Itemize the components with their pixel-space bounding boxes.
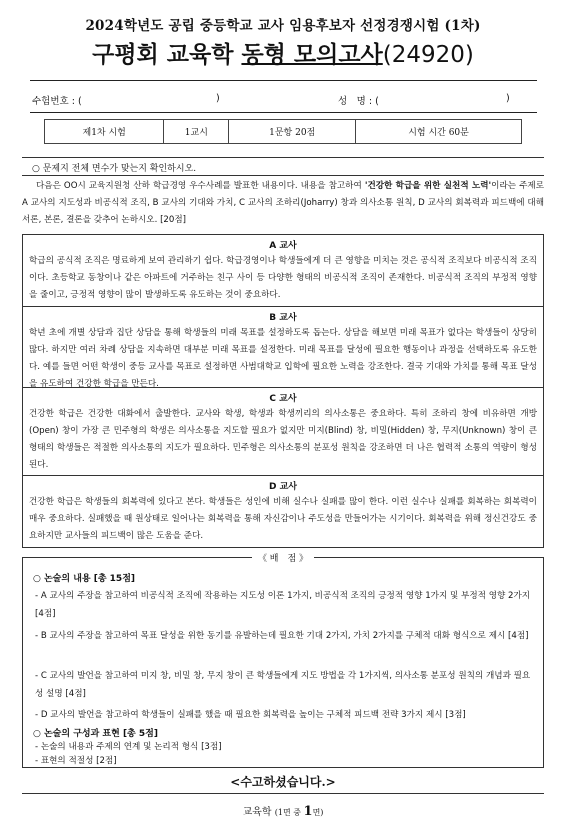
teacher-d-name: D 교사 <box>269 482 297 492</box>
teacher-c-name: C 교사 <box>269 394 297 404</box>
page-title <box>0 40 566 70</box>
exam-title: 2024학년도 공립 중등학교 교사 임용후보자 선정경쟁시험 (1차) <box>85 18 481 34</box>
teacher-d-section <box>23 476 543 547</box>
info-cell-time: 시험 시간 60분 <box>356 120 522 144</box>
footer-page-prefix: (1면 중 <box>274 808 304 817</box>
title-plain: 구평회 교육학 <box>92 42 242 68</box>
number-label: 수험번호 : ( <box>32 96 82 107</box>
grading-section1-title: ○ 논술의 내용 [총 15점] <box>33 574 135 584</box>
name-close: ) <box>506 93 510 104</box>
header-rule-bottom <box>30 112 537 113</box>
footer-page-number: 1 <box>303 804 313 819</box>
teacher-b-name: B 교사 <box>269 313 297 323</box>
exam-info-row <box>30 90 537 110</box>
grading-item: - D 교사의 발언을 참고하여 학생들이 실패를 했을 때 필요한 회복력을 높이는 구체적 피드백 전략 3가지 제시 [3점] <box>35 710 466 720</box>
teacher-c-section <box>23 388 543 476</box>
footer-subject: 교육학 <box>242 807 272 818</box>
question-prompt <box>22 178 544 229</box>
prompt-after: 이라는 주제로 A 교사의 지도성과 비공식적 조직, B 교사의 기대와 가치, C 교사의 조하리(Joharry) 창과 의사소통 원칙, D 교사의 회복력과 피드백에 대해 서론, 본론, 결론을 갖추어 논하시오. [20점] <box>22 181 544 225</box>
header-rule-top <box>30 80 537 81</box>
grading-section2-title: ○ 논술의 구성과 표현 [총 5점] <box>33 729 158 739</box>
teacher-d-text: 건강한 학급은 학생들의 회복력에 있다고 본다. 학생들은 성인에 비해 실수나 실패를 많이 한다. 이런 실수나 실패를 회복하는 회복력이 매우 중요하다. 실패했을 때 원상태로 일어나는 회복력을 통해 자신감이나 주도성을 만들어가는 시기이다. 회복력을 위해 정신건강도 중요하지만 교사들의 피드백이 많은 도움을 준다. <box>29 497 537 541</box>
prompt-before: 다음은 OO시 교육지원청 산하 학급경영 우수사례를 발표한 내용이다. 내용을 참고하여 <box>36 181 365 191</box>
footer-rule <box>22 793 544 794</box>
info-cell-period: 1교시 <box>164 120 229 144</box>
name-label: 성 명 : ( <box>338 96 379 107</box>
title-code: (24920) <box>382 42 474 68</box>
title-underlined: 동형 모의고사 <box>241 42 383 68</box>
grading-item: - B 교사의 주장을 참고하여 목표 달성을 위한 동기를 유발하는데 필요한 기대 2가지, 가치 2가지를 구체적 대화 형식으로 제시 [4점] <box>35 631 529 641</box>
grading-title <box>23 551 543 564</box>
info-cell-points: 1문항 20점 <box>229 120 356 144</box>
notice-text: ○ 문제지 전체 면수가 맞는지 확인하시오. <box>32 164 197 174</box>
teacher-b-text: 학년 초에 개별 상담과 집단 상담을 통해 학생들의 미래 목표를 설정하도록 돕는다. 상담을 해보면 미래 목표가 없다는 학생들이 상당히 많다. 하지만 여러 차례 상담을 지속하면 대부분 미래 목표를 설정한다. 미래 목표를 달성에 필요한 행동이나 과정을 선택하도록 유도한다. 예를 들면 어떤 학생이 중등 교사를 목표로 설정하면 사범대학교 입학에 필요한 노력을 강조한다. 결국 기대와 가치를 통해 목표 달성을 유도하여 건강한 학급을 만든다. <box>29 328 537 389</box>
grading-item: - A 교사의 주장을 참고하여 비공식적 조직에 작용하는 지도성 이론 1가지, 비공식적 조직의 긍정적 영향 1가지 및 부정적 영향 2가지 [4점] <box>35 591 531 619</box>
page-footer <box>0 803 566 819</box>
footer-page-suffix: 면) <box>312 808 324 817</box>
teacher-a-text: 학급의 공식적 조직은 명료하게 보여 관리하기 쉽다. 학급경영이나 학생들에게 더 큰 영향을 미치는 것은 공식적 조직보다 비공식적 조직이다. 초등학교 동창이나 같은 아파트에 거주하는 친구 사이 등 다양한 형태의 비공식적 조직이 존재한다. 비공식적 조직의 부정적 영향을 줄이고, 긍정적 영향이 많이 발생하도록 유도하는 것이 중요하다. <box>29 256 537 300</box>
number-close: ) <box>216 93 220 104</box>
info-cell-session: 제1차 시험 <box>45 120 164 144</box>
grading-title-text: 《 배 점 》 <box>252 554 314 564</box>
teacher-b-section <box>23 307 543 388</box>
grading-item: - 표현의 적절성 [2점] <box>35 756 117 766</box>
grading-box <box>22 554 544 768</box>
notice-box <box>22 157 544 176</box>
grading-item: - C 교사의 발언을 참고하여 미지 창, 비밀 창, 무지 창이 큰 학생들에게 지도 방법을 각 1가지씩, 의사소통 분포성 원칙의 개념과 필요성 설명 [4점] <box>35 671 531 699</box>
exam-info-table <box>44 119 522 144</box>
grading-item: - 논술의 내용과 주제의 연계 및 논리적 형식 [3점] <box>35 742 222 752</box>
teacher-a-name: A 교사 <box>269 241 297 251</box>
teacher-c-text: 건강한 학급은 건강한 대화에서 출발한다. 교사와 학생, 학생과 학생끼리의 의사소통은 중요하다. 특히 조하리 창에 비유하면 개방(Open) 창이 가장 큰 민주형의 학생은 의사소통을 지도할 필요가 없지만 미지(Blind) 창, 비밀(Hidden) 창, 무지(Unknown) 창이 큰 형태의 학생들은 적절한 의사소통의 지도가 필요하다. 민주형은 의사소통의 분포성 원칙을 강조하면 더 나은 협력적 소통의 역량이 형성된다. <box>29 409 537 470</box>
teacher-a-section <box>23 235 543 307</box>
prompt-emphasis: '건강한 학급을 위한 실천적 노력' <box>364 181 492 191</box>
closing-text: <수고하셨습니다.> <box>230 775 336 789</box>
teacher-statements-box <box>22 234 544 548</box>
